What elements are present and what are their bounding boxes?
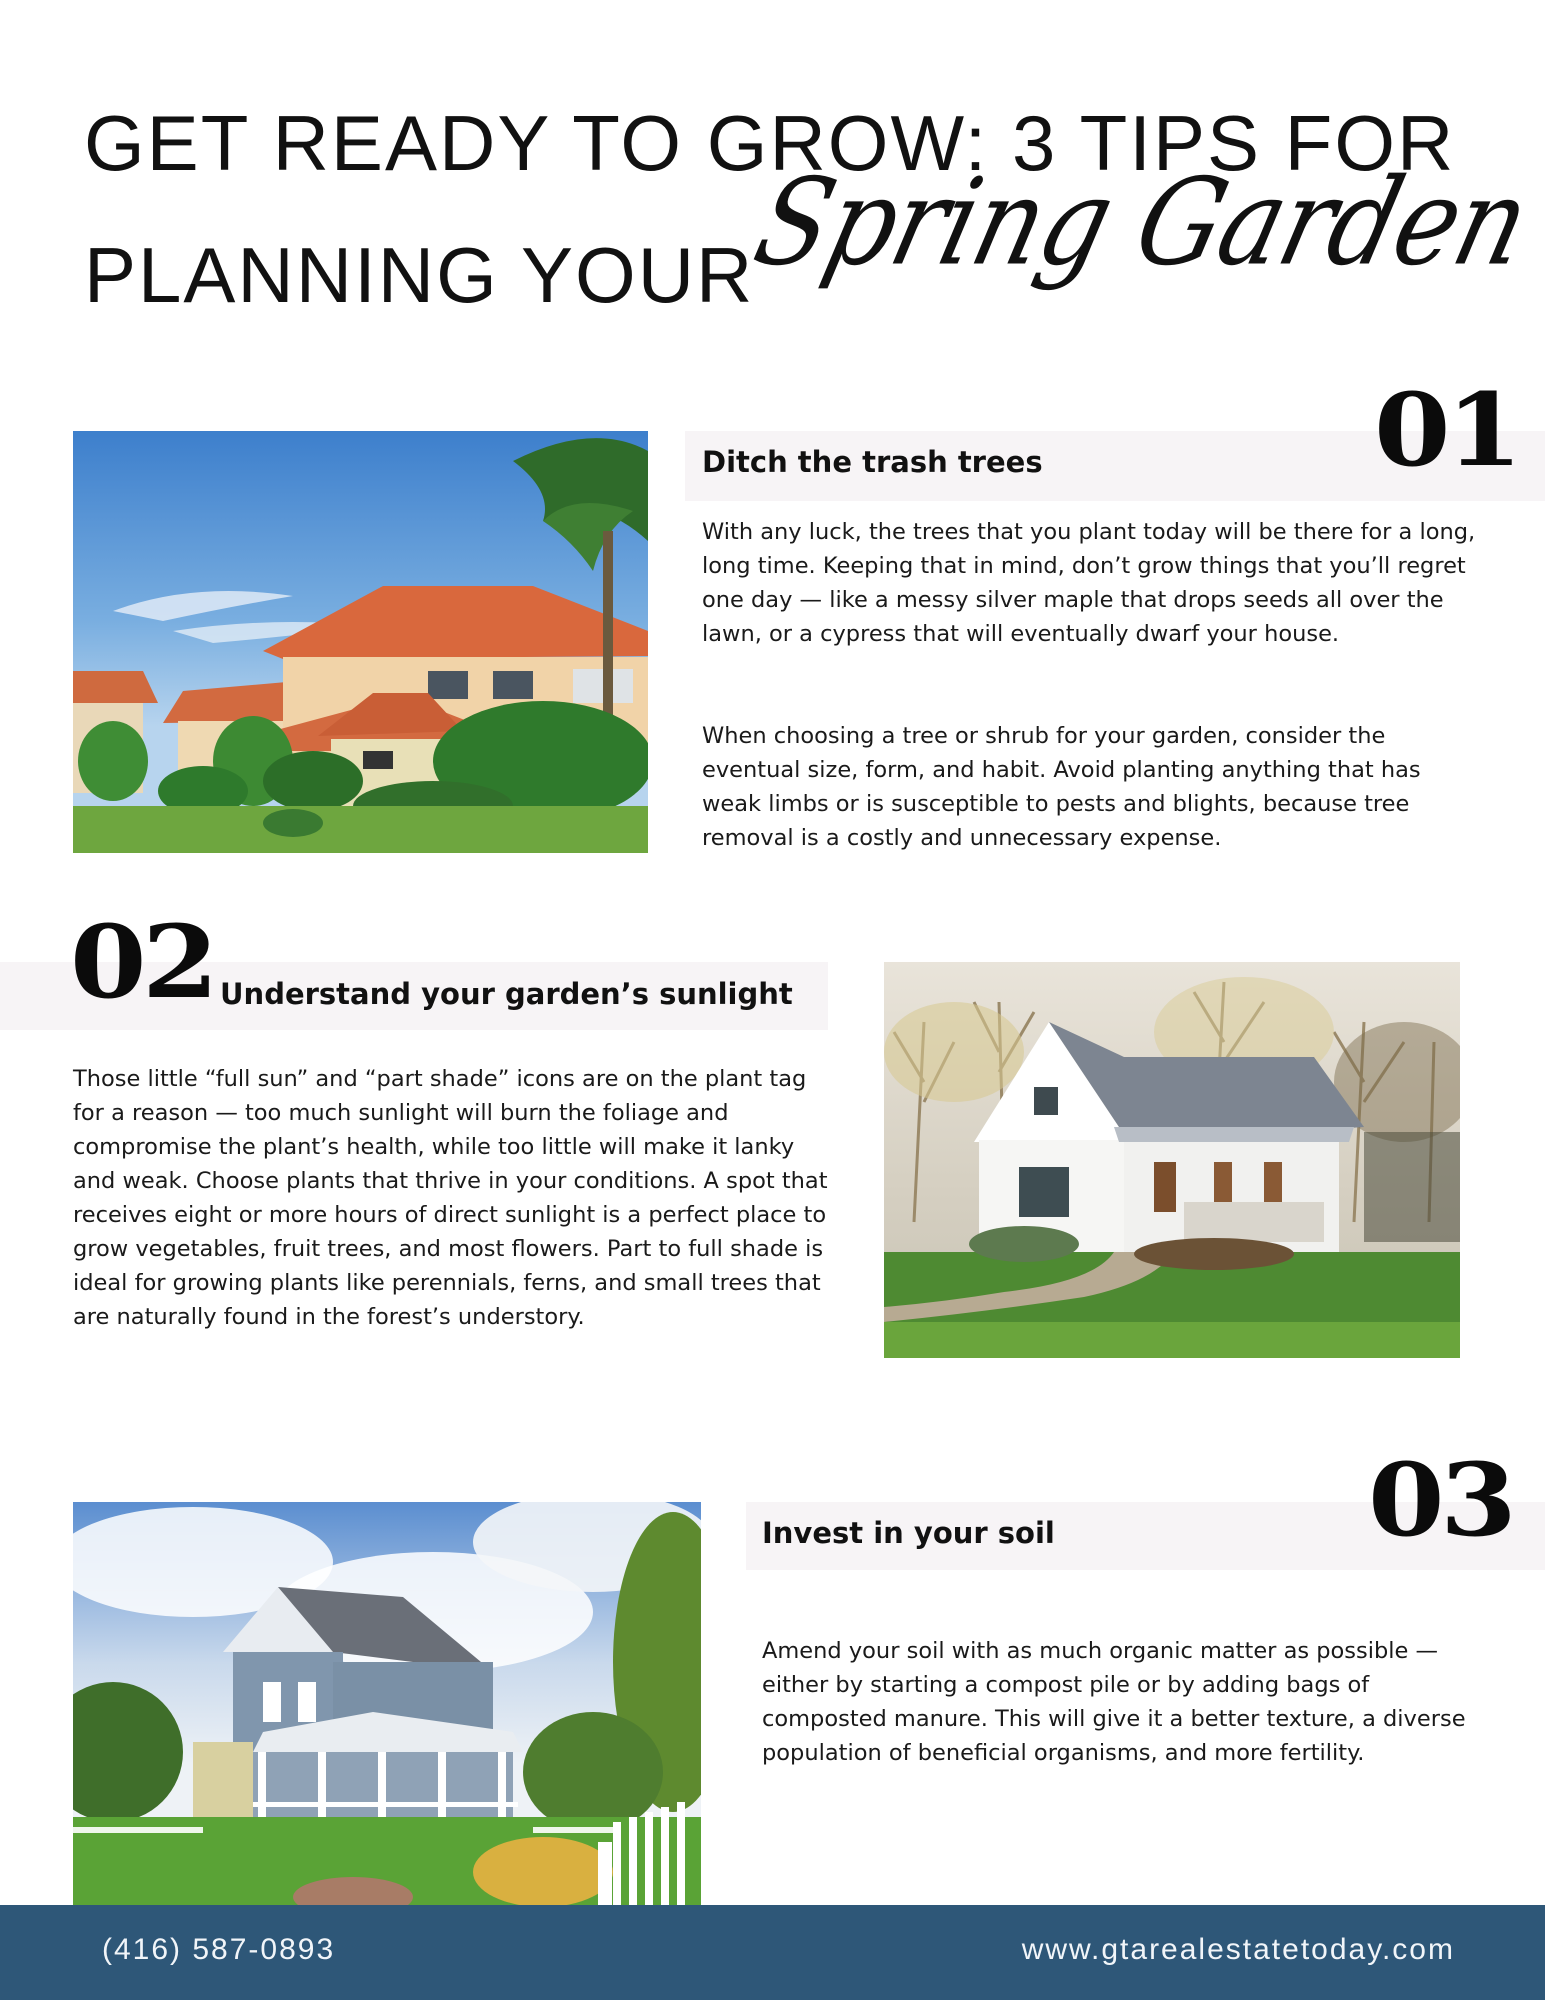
section-2-paragraph-1: Those little “full sun” and “part shade” icons are on the plant tag for a reason — too much sunlight will burn the foliage and compromise the plant’s health, while too little will make it lanky and weak. Choose plants that thrive in your conditions. A spot that receives eight or more hours of direct sunlight is a perfect place to grow vegetables, fruit trees, and most flowers. Part to full shade is ideal for growing plants like perennials, ferns, and small trees that are naturally found in the forest’s understory. bbox=[73, 1066, 828, 1330]
page-title-line-1: GET READY TO GROW: 3 TIPS FOR bbox=[84, 99, 1456, 187]
footer-bar bbox=[0, 1905, 1545, 2000]
house-photo-tropical bbox=[73, 431, 648, 853]
section-1-number: 01 bbox=[1374, 371, 1519, 489]
section-1-paragraph-1: With any luck, the trees that you plant today will be there for a long, long time. Keeping that in mind, don’t grow things that you’ll regret one day — like a messy silver maple that drops seeds all over the lawn, or a cypress that will eventually dwarf your house. bbox=[702, 519, 1476, 647]
section-1-heading: Ditch the trash trees bbox=[702, 445, 1043, 479]
section-3-heading: Invest in your soil bbox=[762, 1516, 1055, 1550]
house-illustration-1 bbox=[73, 431, 648, 853]
house-illustration-3 bbox=[73, 1502, 701, 1905]
section-1-paragraph-2: When choosing a tree or shrub for your garden, consider the eventual size, form, and habit. Avoid planting anything that has weak limbs or is susceptible to pests and blights, because tree removal is a costly and unnecessary expense. bbox=[702, 723, 1421, 851]
section-2-heading: Understand your garden’s sunlight bbox=[220, 977, 793, 1011]
footer-phone[interactable]: (416) 587-0893 bbox=[102, 1933, 336, 1966]
section-3-paragraph-1: Amend your soil with as much organic matter as possible — either by starting a compost pile or by adding bags of composted manure. This will give it a better texture, a diverse population of beneficial organisms, and more fertility. bbox=[762, 1638, 1466, 1766]
section-3-number: 03 bbox=[1368, 1441, 1513, 1559]
section-2-number: 02 bbox=[70, 903, 215, 1021]
house-photo-farmhouse bbox=[884, 962, 1460, 1358]
page-title-line-2: PLANNING YOUR bbox=[84, 231, 755, 319]
house-illustration-2 bbox=[884, 962, 1460, 1358]
footer-website-link[interactable]: www.gtarealestatetoday.com bbox=[1021, 1933, 1455, 1966]
page-title-script: Spring Garden bbox=[742, 152, 1542, 293]
house-photo-victorian bbox=[73, 1502, 701, 1905]
